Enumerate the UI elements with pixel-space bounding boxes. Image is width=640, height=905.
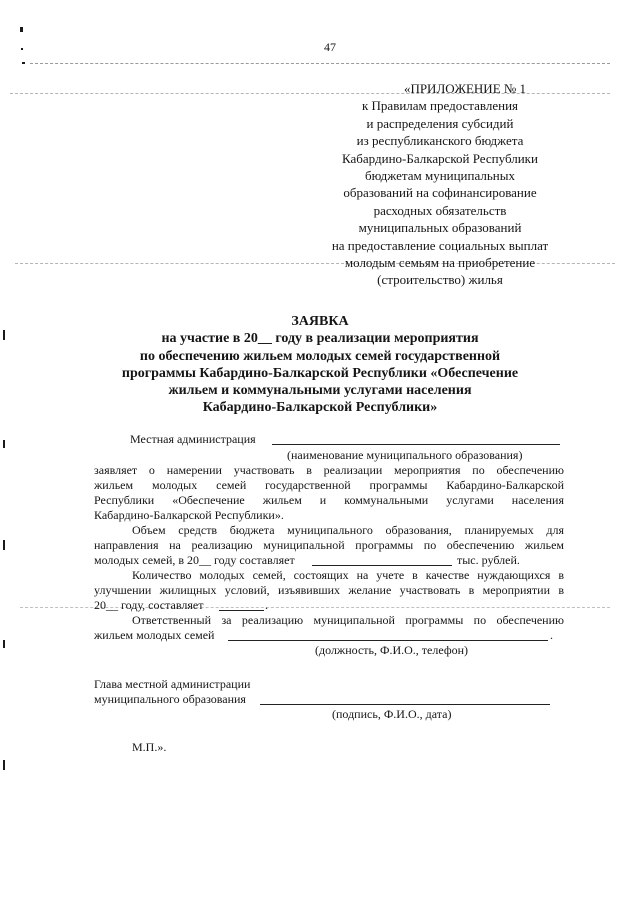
paragraph-4-line: жильем молодых семей (94, 628, 215, 642)
title-line: программы Кабардино-Балкарской Республики «Обеспечение (121, 365, 519, 381)
paragraph-3-line: улучшении жилищных условий, изъявивших желание участвовать в мероприятии в (94, 583, 564, 597)
title-line: на участие в 20__ году в реализации мероприятия (161, 331, 479, 347)
scan-mark (3, 760, 5, 770)
signature-caption: (подпись, Ф.И.О., дата) (332, 707, 452, 721)
budget-unit: тыс. рублей. (457, 553, 520, 567)
scan-mark (22, 62, 25, 64)
title-line: ЗАЯВКА (291, 314, 349, 329)
title-line: по обеспечению жильем молодых семей государственной (139, 348, 501, 364)
paragraph-4-line: Ответственный за реализацию муниципальной программы по обеспечению (132, 613, 564, 627)
paragraph-1-line: Кабардино-Балкарской Республики». (94, 508, 284, 522)
paragraph-3-line: 20__ году, составляет (94, 598, 204, 612)
appendix-header (300, 80, 580, 289)
document-title (60, 313, 580, 417)
paragraph-2-line: направления на реализацию муниципальной программы по обеспечению жильем (94, 538, 564, 552)
appendix-line: на предоставление социальных выплат (331, 237, 549, 253)
appendix-line: Кабардино-Балкарской Республики (342, 150, 538, 166)
appendix-line: к Правилам предоставления (361, 98, 519, 114)
scan-line (30, 63, 610, 64)
paragraph-2-line: Объем средств бюджета муниципального образования, планируемых для (132, 523, 564, 537)
paragraph-3-line: Количество молодых семей, состоящих на учете в качестве нуждающихся в (132, 568, 564, 582)
title-line: жильем и коммунальными услугами населения (168, 383, 472, 399)
responsible-person-field[interactable] (228, 640, 548, 641)
paragraph-1-line: жильем молодых семей государственной программы Кабардино-Балкарской (94, 478, 564, 492)
admin-caption: (наименование муниципального образования) (287, 448, 523, 462)
families-count-field[interactable] (219, 610, 264, 611)
appendix-line: муниципальных образований (358, 220, 522, 236)
appendix-line: из республиканского бюджета (356, 133, 524, 149)
responsible-end: . (550, 628, 553, 642)
budget-amount-field[interactable] (312, 565, 452, 566)
scan-mark (3, 330, 5, 340)
appendix-line: расходных обязательств (373, 202, 507, 218)
admin-label: Местная администрация (130, 432, 256, 446)
paragraph-1-line: Республики «Обеспечение жильем и коммунальными услугами населения (94, 493, 564, 507)
head-title-line: муниципального образования (94, 692, 246, 706)
stamp-place: М.П.». (132, 740, 167, 754)
scan-mark (3, 440, 5, 448)
appendix-line: бюджетам муниципальных (365, 168, 515, 184)
page-number: 47 (324, 40, 336, 54)
appendix-line: молодым семьям на приобретение (344, 255, 536, 271)
appendix-line: (строительство) жилья (377, 272, 503, 288)
appendix-line: и распределения субсидий (366, 115, 514, 131)
signature-field[interactable] (260, 704, 550, 705)
admin-name-field[interactable] (272, 444, 560, 445)
paragraph-2-line: молодых семей, в 20__ году составляет (94, 553, 295, 567)
families-count-end: . (265, 598, 268, 612)
head-title-line: Глава местной администрации (94, 677, 251, 691)
scan-mark (3, 640, 5, 648)
paragraph-1-line: заявляет о намерении участвовать в реализации мероприятия по обеспечению (94, 463, 564, 477)
responsible-caption: (должность, Ф.И.О., телефон) (315, 643, 469, 657)
appendix-line: «ПРИЛОЖЕНИЕ № 1 (403, 81, 527, 96)
title-line: Кабардино-Балкарской Республики» (202, 400, 438, 416)
scan-mark (3, 540, 5, 550)
scan-mark (20, 27, 23, 32)
appendix-line: образований на софинансирование (343, 185, 537, 201)
